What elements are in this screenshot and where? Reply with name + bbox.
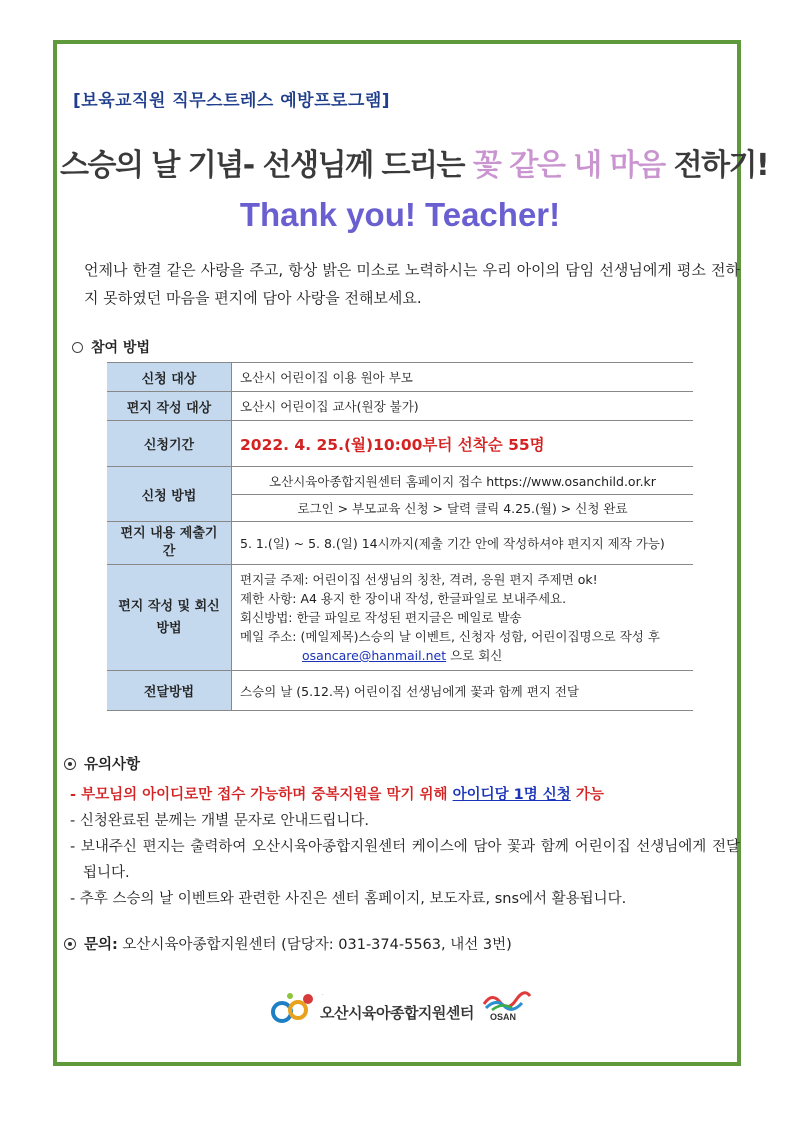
method-label: 신청 방법 bbox=[107, 467, 232, 522]
dot-bullet-icon bbox=[64, 938, 76, 950]
reply-method: 회신방법: 한글 파일로 작성된 편지글은 메일로 발송 bbox=[240, 610, 522, 625]
table-row bbox=[107, 363, 693, 392]
table-row bbox=[107, 467, 693, 495]
email-link[interactable]: osancare@hanmail.net bbox=[302, 648, 447, 663]
program-subtitle: [보육교직원 직무스트레스 예방프로그램] bbox=[73, 91, 391, 111]
period-label: 신청기간 bbox=[107, 421, 232, 467]
event-title bbox=[60, 140, 769, 184]
note-photos: - 추후 스승의 날 이벤트와 관련한 사진은 센터 홈페이지, 보도자료, sns에서 활용됩니다. bbox=[70, 891, 627, 907]
note1-prefix: - 부모님의 아이디로만 접수 가능하며 중복지원을 막기 위해 bbox=[70, 787, 453, 803]
circle-bullet-icon bbox=[72, 342, 83, 353]
reply-mail-title: 메일 주소: (메일제목)스승의 날 이벤트, 신청자 성함, 어린이집명으로 작성 후 bbox=[240, 629, 660, 644]
delivery-label: 전달방법 bbox=[107, 671, 232, 711]
method-value-homepage: 오산시육아종합지원센터 홈페이지 접수 https://www.osanchild.or.kr bbox=[232, 467, 694, 495]
inquiry bbox=[64, 933, 512, 954]
title-highlight: 꽃 같은 내 마음 bbox=[472, 148, 665, 183]
thank-you-heading: Thank you! Teacher! bbox=[239, 196, 561, 233]
email-suffix: 으로 회신 bbox=[446, 648, 503, 663]
notes-heading-label: 유의사항 bbox=[84, 757, 141, 773]
table-row bbox=[107, 565, 693, 671]
title-part2: 전하기! bbox=[664, 148, 769, 183]
inquiry-value: 오산시육아종합지원센터 (담당자: 031-374-5563, 내선 3번) bbox=[117, 937, 512, 953]
period-value: 2022. 4. 25.(월)10:00부터 선착순 55명 bbox=[240, 435, 545, 454]
reply-restriction: 제한 사항: A4 용지 한 장이내 작성, 한글파일로 보내주세요. bbox=[240, 591, 567, 606]
letter-target-value: 오산시 어린이집 교사(원장 불가) bbox=[232, 392, 694, 421]
center-emblem-icon bbox=[270, 990, 316, 1026]
notes-list bbox=[70, 782, 740, 912]
inquiry-label: 문의: bbox=[84, 937, 118, 953]
reply-topic: 편지글 주제: 어린이집 선생님의 칭찬, 격려, 응원 편지 주제면 ok! bbox=[240, 572, 598, 587]
note-delivery: - 보내주신 편지는 출력하여 오산시육아종합지원센터 케이스에 담아 꽃과 함께 어린이집 선생님에게 전달됩니다. bbox=[70, 839, 740, 881]
participation-heading bbox=[72, 337, 150, 357]
table-row bbox=[107, 392, 693, 421]
reply-label: 편지 작성 및 회신방법 bbox=[107, 565, 232, 671]
title-part1: 스승의 날 기념- 선생님께 드리는 bbox=[60, 148, 473, 183]
center-logo bbox=[270, 988, 540, 1028]
intro-paragraph: 언제나 한결 같은 사랑을 주고, 항상 밝은 미소로 노력하시는 우리 아이의 담임 선생님에게 평소 전하지 못하였던 마음을 편지에 담아 사랑을 전해보세요. bbox=[84, 261, 740, 307]
participation-table bbox=[107, 362, 693, 711]
target-label: 신청 대상 bbox=[107, 363, 232, 392]
submit-label: 편지 내용 제출기간 bbox=[107, 522, 232, 565]
notes-heading bbox=[64, 753, 140, 774]
submit-value: 5. 1.(일) ~ 5. 8.(일) 14시까지(제출 기간 안에 작성하셔야 편지지 제작 가능) bbox=[232, 522, 694, 565]
letter-target-label: 편지 작성 대상 bbox=[107, 392, 232, 421]
osan-city-emblem-icon bbox=[482, 990, 532, 1012]
reply-email-line bbox=[240, 646, 685, 665]
logo-small-text: · bbox=[322, 992, 324, 998]
dot-bullet-icon bbox=[64, 758, 76, 770]
participation-heading-label: 참여 방법 bbox=[91, 340, 150, 356]
method-value-steps: 로그인 > 부모교육 신청 > 달력 클릭 4.25.(월) > 신청 완료 bbox=[232, 495, 694, 522]
delivery-value: 스승의 날 (5.12.목) 어린이집 선생님에게 꽃과 함께 편지 전달 bbox=[232, 671, 694, 711]
table-row bbox=[107, 522, 693, 565]
note1-link: 아이디당 1명 신청 bbox=[452, 787, 571, 803]
table-row bbox=[107, 671, 693, 711]
reply-details bbox=[232, 565, 694, 671]
note-sms: - 신청완료된 분께는 개별 문자로 안내드립니다. bbox=[70, 813, 370, 829]
table-row bbox=[107, 421, 693, 467]
osan-city-label: OSAN bbox=[490, 1012, 517, 1022]
center-name: 오산시육아종합지원센터 bbox=[320, 1004, 474, 1022]
note1-suffix: 가능 bbox=[570, 787, 604, 803]
note-id-limit bbox=[70, 782, 740, 808]
target-value: 오산시 어린이집 이용 원아 부모 bbox=[232, 363, 694, 392]
